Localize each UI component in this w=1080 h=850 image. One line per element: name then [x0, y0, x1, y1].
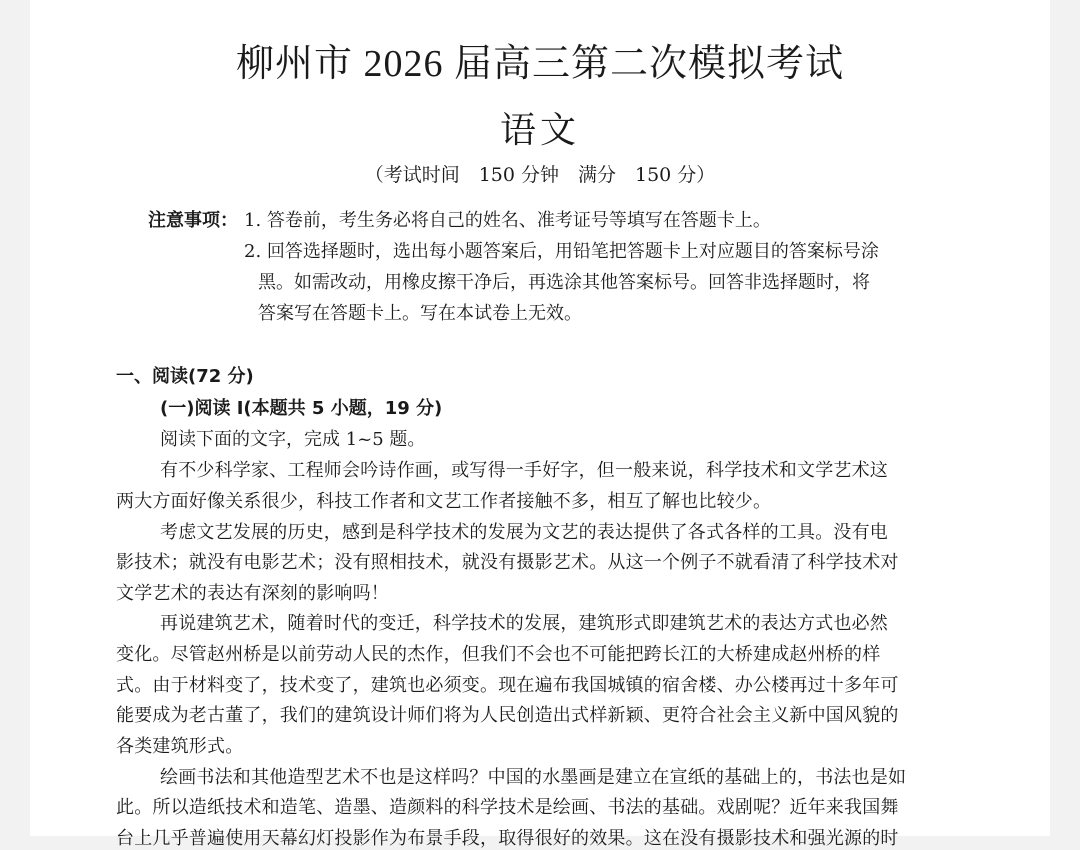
passage-line: 变化。尽管赵州桥是以前劳动人民的杰作，但我们不会也不可能把跨长江的大桥建成赵州桥的样 — [116, 644, 881, 665]
passage-line: 此。所以造纸技术和造笔、造墨、造颜料的科学技术是绘画、书法的基础。戏剧呢？近年来我国舞 — [116, 797, 899, 818]
reading-instruction: 阅读下面的文字，完成 1~5 题。 — [160, 429, 426, 450]
exam-title: 柳州市 2026 届高三第二次模拟考试 — [235, 43, 844, 85]
passage-line: 各类建筑形式。 — [116, 736, 244, 757]
passage-line: 有不少科学家、工程师会吟诗作画，或写得一手好字，但一般来说，科学技术和文学艺术这 — [160, 460, 888, 481]
passage-line: 台上几乎普遍使用天幕幻灯投影作为布景手段，取得很好的效果。这在没有摄影技术和强光源的时 — [116, 828, 899, 849]
passage-line: 式。由于材料变了，技术变了，建筑也必须变。现在遍布我国城镇的宿舍楼、办公楼再过十多年可 — [116, 675, 899, 696]
subject-title: 语文 — [499, 110, 580, 151]
exam-info: （考试时间 150 分钟 满分 150 分） — [364, 164, 716, 186]
subsection-heading: (一)阅读 I(本题共 5 小题，19 分) — [160, 398, 443, 419]
passage-line: 绘画书法和其他造型艺术不也是这样吗？中国的水墨画是建立在宣纸的基础上的，书法也是如 — [160, 767, 907, 788]
section-heading: 一、阅读(72 分) — [116, 366, 254, 387]
notice-item: 2. 回答选择题时，选出每小题答案后，用铅笔把答题卡上对应题目的答案标号涂 — [244, 241, 879, 262]
notice-item: 黑。如需改动，用橡皮擦干净后，再选涂其他答案标号。回答非选择题时，将 — [258, 272, 870, 293]
notice-item: 答案写在答题卡上。写在本试卷上无效。 — [258, 303, 582, 324]
notice-item: 1. 答卷前，考生务必将自己的姓名、准考证号等填写在答题卡上。 — [244, 210, 771, 231]
passage-line: 考虑文艺发展的历史，感到是科学技术的发展为文艺的表达提供了各式各样的工具。没有电 — [160, 522, 888, 543]
passage-line: 文学艺术的表达有深刻的影响吗！ — [116, 583, 389, 604]
passage-line: 再说建筑艺术，随着时代的变迁，科学技术的发展，建筑形式即建筑艺术的表达方式也必然 — [160, 613, 888, 634]
passage-line: 能要成为老古董了，我们的建筑设计师们将为人民创造出式样新颖、更符合社会主义新中国风貌的 — [116, 705, 899, 726]
exam-paper-page — [30, 0, 1050, 849]
passage-line: 影技术；就没有电影艺术；没有照相技术，就没有摄影艺术。从这一个例子不就看清了科学技术对 — [116, 552, 899, 573]
notice-label: 注意事项： — [148, 210, 238, 231]
passage-line: 两大方面好像关系很少，科技工作者和文艺工作者接触不多，相互了解也比较少。 — [116, 491, 772, 512]
